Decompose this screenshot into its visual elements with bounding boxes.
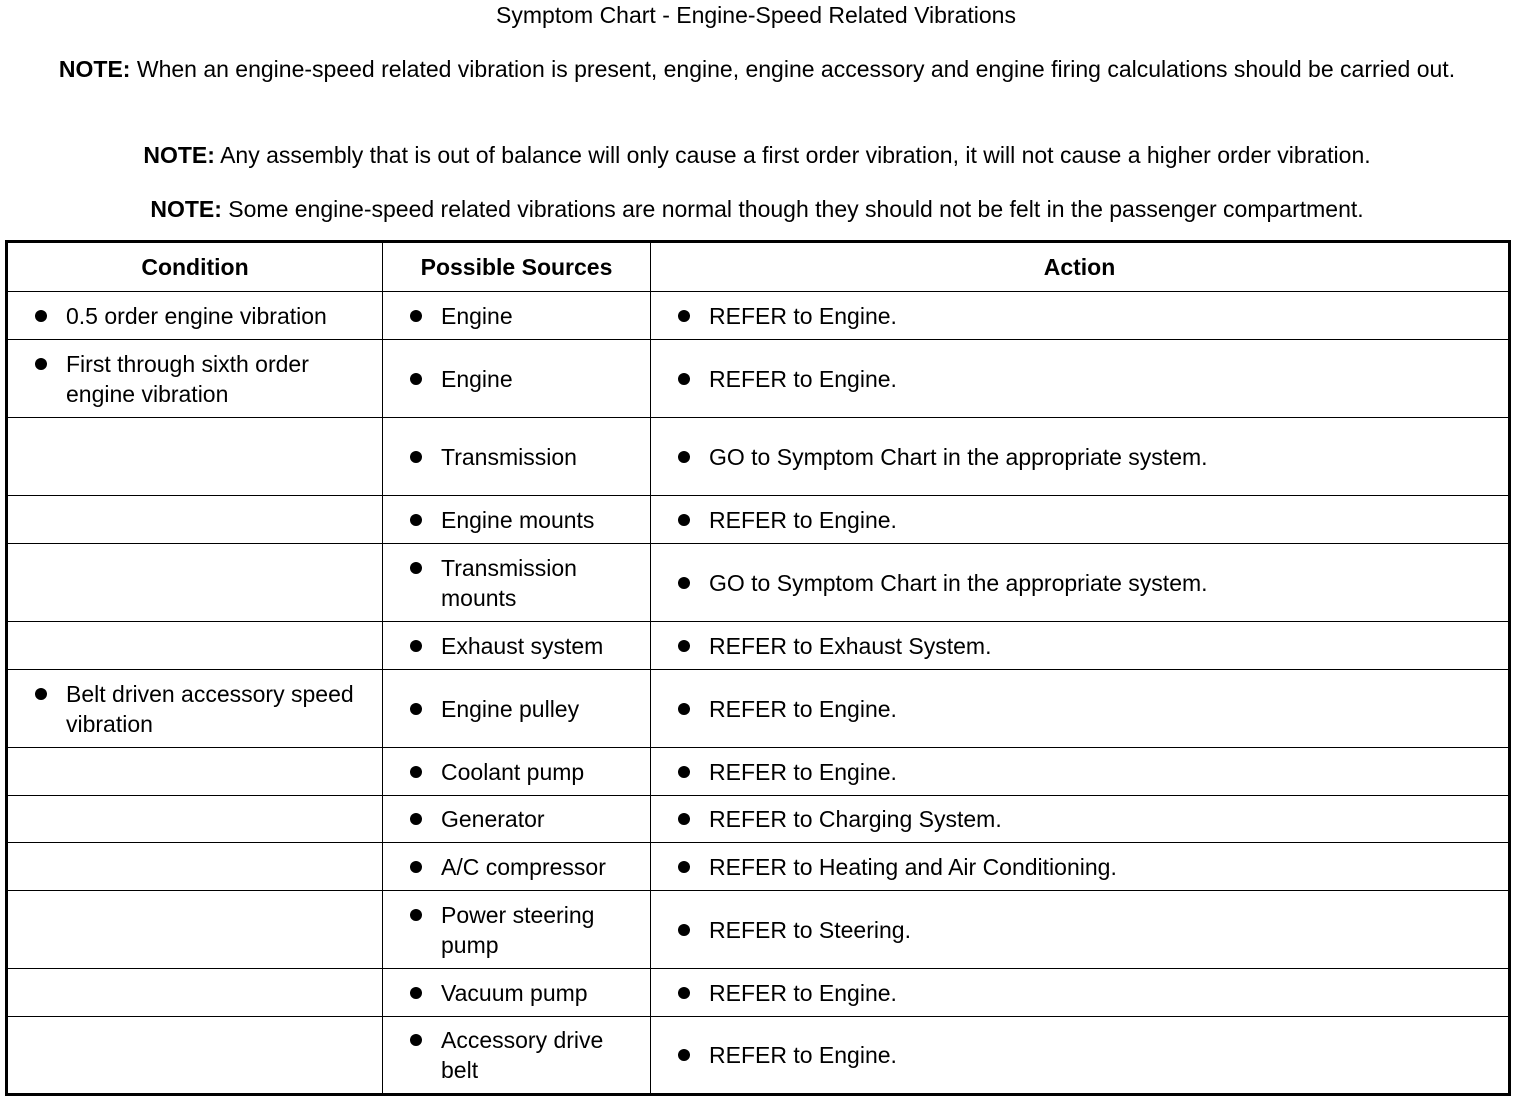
bullet-icon bbox=[410, 987, 422, 999]
table-row bbox=[7, 843, 1510, 891]
note-label: NOTE: bbox=[150, 196, 222, 222]
action-cell bbox=[651, 340, 1510, 418]
bullet-icon bbox=[410, 813, 422, 825]
bullet-icon bbox=[410, 310, 422, 322]
note-3 bbox=[20, 194, 1494, 224]
source-text: Engine mounts bbox=[441, 506, 595, 533]
bullet-icon bbox=[410, 451, 422, 463]
source-text: Power steering pump bbox=[441, 901, 595, 958]
header-action: Action bbox=[651, 242, 1510, 292]
source-cell bbox=[383, 748, 651, 796]
source-text: Coolant pump bbox=[441, 758, 585, 785]
source-cell bbox=[383, 670, 651, 748]
source-cell bbox=[383, 496, 651, 544]
bullet-icon bbox=[678, 766, 690, 778]
table-row bbox=[7, 748, 1510, 796]
condition-cell bbox=[7, 891, 383, 969]
action-cell bbox=[651, 796, 1510, 843]
action-cell bbox=[651, 891, 1510, 969]
action-text: REFER to Engine. bbox=[709, 758, 897, 785]
condition-text: 0.5 order engine vibration bbox=[66, 302, 327, 329]
table-row bbox=[7, 796, 1510, 843]
action-cell bbox=[651, 622, 1510, 670]
source-text: Vacuum pump bbox=[441, 979, 588, 1006]
bullet-icon bbox=[410, 909, 422, 921]
bullet-icon bbox=[410, 703, 422, 715]
table-row bbox=[7, 544, 1510, 622]
action-text: REFER to Engine. bbox=[709, 1042, 897, 1068]
action-text: REFER to Engine. bbox=[709, 695, 897, 722]
condition-cell bbox=[7, 796, 383, 843]
bullet-icon bbox=[410, 514, 422, 526]
page-title: Symptom Chart - Engine-Speed Related Vibrations bbox=[496, 2, 1016, 28]
source-cell bbox=[383, 969, 651, 1017]
bullet-icon bbox=[35, 310, 47, 322]
source-text: Transmission bbox=[441, 443, 577, 470]
action-text: GO to Symptom Chart in the appropriate system. bbox=[709, 443, 1208, 470]
note-text: Any assembly that is out of balance will only cause a first order vibration, it will not cause a higher order vibration. bbox=[220, 142, 1371, 168]
source-cell bbox=[383, 1017, 651, 1095]
note-2 bbox=[20, 140, 1494, 170]
source-cell bbox=[383, 796, 651, 843]
header-possible-sources: Possible Sources bbox=[383, 242, 651, 292]
action-text: REFER to Engine. bbox=[709, 979, 897, 1006]
action-cell bbox=[651, 748, 1510, 796]
condition-cell bbox=[7, 843, 383, 891]
action-cell bbox=[651, 1017, 1510, 1095]
symptom-table bbox=[5, 240, 1511, 1096]
table-row bbox=[7, 340, 1510, 418]
bullet-icon bbox=[678, 924, 690, 936]
action-text: REFER to Engine. bbox=[709, 506, 897, 533]
source-cell bbox=[383, 843, 651, 891]
condition-cell bbox=[7, 418, 383, 496]
action-text: REFER to Engine. bbox=[709, 365, 897, 392]
bullet-icon bbox=[678, 373, 690, 385]
action-cell bbox=[651, 670, 1510, 748]
bullet-icon bbox=[410, 640, 422, 652]
source-text: Accessory drive belt bbox=[441, 1027, 604, 1083]
table-row bbox=[7, 496, 1510, 544]
source-cell bbox=[383, 622, 651, 670]
bullet-icon bbox=[678, 1049, 690, 1061]
action-text: REFER to Charging System. bbox=[709, 806, 1002, 832]
table-row bbox=[7, 969, 1510, 1017]
bullet-icon bbox=[678, 813, 690, 825]
action-text: GO to Symptom Chart in the appropriate system. bbox=[709, 569, 1208, 596]
source-text: Exhaust system bbox=[441, 632, 604, 659]
bullet-icon bbox=[410, 766, 422, 778]
note-label: NOTE: bbox=[58, 56, 131, 82]
bullet-icon bbox=[35, 358, 47, 370]
bullet-icon bbox=[678, 310, 690, 322]
source-cell bbox=[383, 292, 651, 340]
table-header-row bbox=[7, 242, 1510, 292]
action-text: REFER to Exhaust System. bbox=[709, 632, 992, 659]
header-condition: Condition bbox=[7, 242, 383, 292]
bullet-icon bbox=[410, 373, 422, 385]
bullet-icon bbox=[410, 861, 422, 873]
condition-cell bbox=[7, 544, 383, 622]
source-cell bbox=[383, 544, 651, 622]
source-text: Engine bbox=[441, 302, 513, 329]
source-text: A/C compressor bbox=[441, 853, 606, 880]
action-cell bbox=[651, 292, 1510, 340]
action-text: REFER to Heating and Air Conditioning. bbox=[709, 853, 1117, 880]
condition-cell bbox=[7, 292, 383, 340]
bullet-icon bbox=[410, 562, 422, 574]
action-text: REFER to Steering. bbox=[709, 916, 911, 943]
source-text: Transmission mounts bbox=[441, 554, 577, 611]
bullet-icon bbox=[678, 451, 690, 463]
action-cell bbox=[651, 496, 1510, 544]
note-label: NOTE: bbox=[143, 142, 215, 168]
table-row bbox=[7, 292, 1510, 340]
action-text: REFER to Engine. bbox=[709, 302, 897, 329]
source-text: Generator bbox=[441, 806, 545, 832]
condition-cell bbox=[7, 1017, 383, 1095]
note-text: Some engine-speed related vibrations are normal though they should not be felt in the passenger compartment. bbox=[228, 196, 1364, 222]
table-row bbox=[7, 1017, 1510, 1095]
action-cell bbox=[651, 969, 1510, 1017]
bullet-icon bbox=[678, 861, 690, 873]
source-text: Engine pulley bbox=[441, 695, 580, 722]
bullet-icon bbox=[678, 703, 690, 715]
condition-cell bbox=[7, 969, 383, 1017]
note-text: When an engine-speed related vibration is present, engine, engine accessory and engine firing calculations should be carried out. bbox=[136, 56, 1456, 82]
bullet-icon bbox=[678, 514, 690, 526]
table-row bbox=[7, 622, 1510, 670]
condition-cell bbox=[7, 496, 383, 544]
source-cell bbox=[383, 891, 651, 969]
action-cell bbox=[651, 418, 1510, 496]
bullet-icon bbox=[678, 987, 690, 999]
bullet-icon bbox=[678, 577, 690, 589]
table-row bbox=[7, 891, 1510, 969]
condition-text: First through sixth order engine vibration bbox=[66, 350, 309, 407]
note-1 bbox=[20, 54, 1494, 84]
condition-cell bbox=[7, 622, 383, 670]
condition-cell bbox=[7, 748, 383, 796]
source-cell bbox=[383, 340, 651, 418]
condition-text: Belt driven accessory speed vibration bbox=[66, 680, 354, 737]
table-row bbox=[7, 670, 1510, 748]
condition-cell bbox=[7, 340, 383, 418]
condition-cell bbox=[7, 670, 383, 748]
source-cell bbox=[383, 418, 651, 496]
action-cell bbox=[651, 843, 1510, 891]
action-cell bbox=[651, 544, 1510, 622]
bullet-icon bbox=[35, 688, 47, 700]
source-text: Engine bbox=[441, 365, 513, 392]
bullet-icon bbox=[678, 640, 690, 652]
table-row bbox=[7, 418, 1510, 496]
bullet-icon bbox=[410, 1034, 422, 1046]
